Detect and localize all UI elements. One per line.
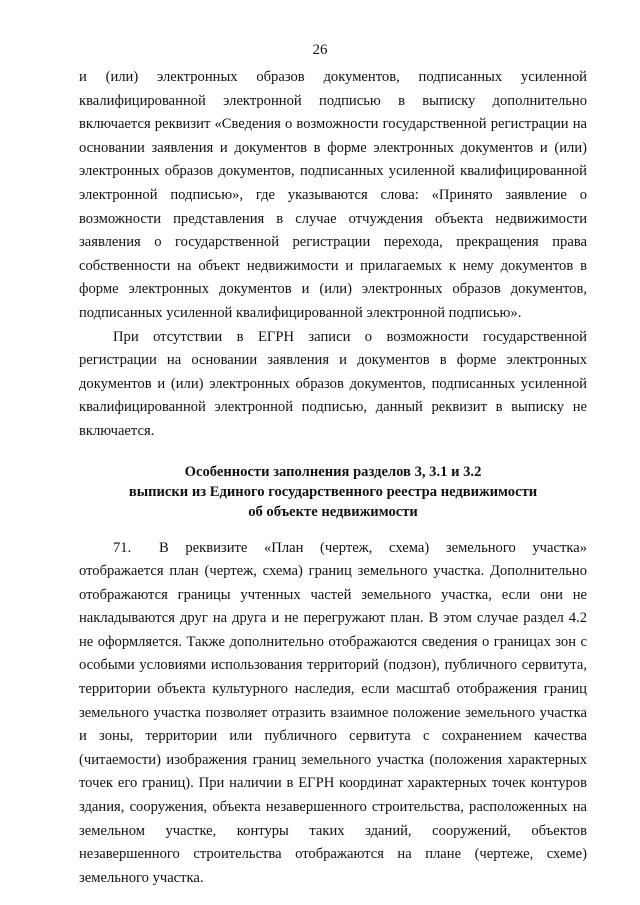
section-heading-line-2: выписки из Единого государственного реестра недвижимости	[128, 483, 538, 500]
paragraph-continuation: и (или) электронных образов документов, подписанных усиленной квалифицированной электронной подписью в выписку дополнительно включается реквизит «Сведения о возможности государственной регистрации на основании заявления и документов в форме электронных документов и (или) электронных образов документов, подписанных усиленной квалифицированной электронной подписью», где указываются слова: «Принято заявление о возможности представления в случае отчуждения объекта недвижимости заявления о государственной регистрации перехода, прекращения права собственности на объект недвижимости и прилагаемых к нему документов в форме электронных документов и (или) электронных образов документов, подписанных усиленной квалифицированной электронной подписью».	[79, 69, 587, 321]
document-body	[79, 66, 587, 890]
item-text: В реквизите «План (чертеж, схема) земельного участка» отображается план (чертеж, схема) границ земельного участка. Дополнительно отображаются границы учтенных частей земельного участка, если они не накладываются друг на друга и не перегружают план. В этом случае раздел 4.2 не оформляется. Также дополнительно отображаются сведения о границах зон с особыми условиями использования территорий (подзон), публичного сервитута, территории объекта культурного наследия, если масштаб отображения границ земельного участка позволяет отразить взаимное положение земельного участка и зоны, территории или публичного сервитута с сохранением качества (читаемости) изображения границ земельного участка (положения характерных точек его границ). При наличии в ЕГРН координат характерных точек контуров здания, сооружения, объекта незавершенного строительства, расположенных на земельном участке, контуры таких зданий, сооружений, объектов незавершенного строительства отображаются на плане (чертеже, схеме) земельного участка.	[79, 539, 587, 886]
page-number: 26	[312, 42, 328, 58]
paragraph-item-71	[79, 537, 587, 891]
section-heading-line-1: Особенности заполнения разделов 3, 3.1 и 3.2	[184, 463, 482, 480]
paragraph-no-record: При отсутствии в ЕГРН записи о возможности государственной регистрации на основании заявления и документов в форме электронных документов и (или) электронных образов документов, подписанных усиленной квалифицированной электронной подписью, данный реквизит в выписку не включается.	[79, 328, 587, 439]
section-heading	[79, 462, 587, 522]
section-heading-line-3: об объекте недвижимости	[248, 503, 418, 520]
item-number: 71.	[113, 539, 132, 556]
